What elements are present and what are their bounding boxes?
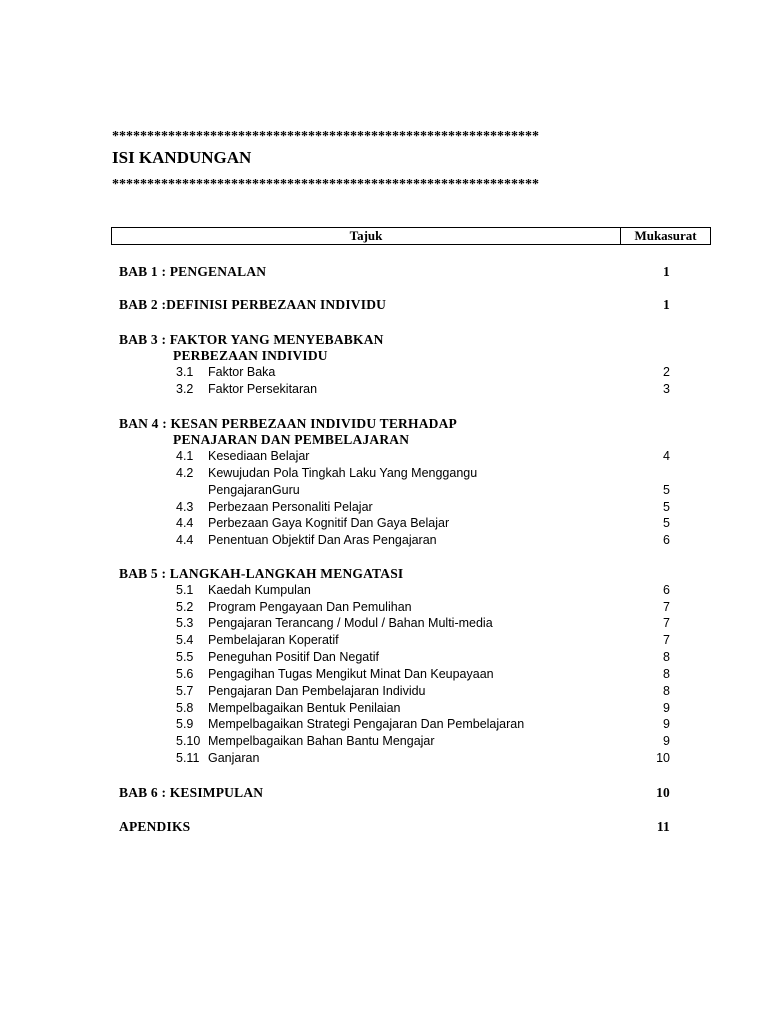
toc-subentry-page: 9 <box>663 701 670 715</box>
toc-subentry-label: Penentuan Objektif Dan Aras Pengajaran <box>208 533 437 547</box>
toc-subentry-page: 10 <box>656 751 670 765</box>
toc-subentry-label: Mempelbagaikan Bahan Bantu Mengajar <box>208 734 435 748</box>
toc-subentry-label: Faktor Baka <box>208 365 276 379</box>
toc-entry-label: BAB 2 :DEFINISI PERBEZAAN INDIVIDU <box>119 297 387 312</box>
toc-subentry-number: 5.10 <box>176 734 201 748</box>
toc-entry-page: 10 <box>656 785 670 800</box>
toc-subentry-number: 5.3 <box>176 616 194 630</box>
toc-subentry-label: Mempelbagaikan Bentuk Penilaian <box>208 701 401 715</box>
toc-header-table <box>111 227 711 245</box>
toc-subentry-page: 2 <box>663 365 670 379</box>
toc-subentry-label: Perbezaan Gaya Kognitif Dan Gaya Belajar <box>208 516 450 530</box>
toc-subentry-number: 4.3 <box>176 500 194 514</box>
toc-subentry-label: Kaedah Kumpulan <box>208 583 311 597</box>
toc-subentry-label-cont: PengajaranGuru <box>208 483 300 497</box>
toc-entry-label: BAB 5 : LANGKAH-LANGKAH MENGATASI <box>119 566 404 581</box>
toc-subentry-number: 5.4 <box>176 633 194 647</box>
toc-subentry-label: Pengagihan Tugas Mengikut Minat Dan Keupayaan <box>208 667 494 681</box>
toc-entry-page: 1 <box>663 297 670 312</box>
toc-header-title: Tajuk <box>112 228 621 244</box>
toc-subentry-label: Kewujudan Pola Tingkah Laku Yang Menggangu <box>208 466 478 480</box>
toc-subentry-label: Kesediaan Belajar <box>208 449 310 463</box>
toc-subentry-page: 7 <box>663 633 670 647</box>
toc-subentry-number: 5.6 <box>176 667 194 681</box>
toc-subentry-number: 5.2 <box>176 600 194 614</box>
toc-entry-label-cont: PERBEZAAN INDIVIDU <box>173 348 328 363</box>
toc-entry-page: 11 <box>656 819 670 834</box>
page-title: ISI KANDUNGAN <box>112 148 252 167</box>
star-divider-top: ************************************************************* <box>112 130 539 144</box>
toc-subentry-number: 4.4 <box>176 533 194 547</box>
toc-subentry-label: Peneguhan Positif Dan Negatif <box>208 650 379 664</box>
toc-subentry-number: 3.1 <box>176 365 194 379</box>
toc-subentry-page: 8 <box>663 684 670 698</box>
toc-subentry-page: 5 <box>663 483 670 497</box>
toc-subentry-page: 6 <box>663 533 670 547</box>
toc-subentry-label: Pembelajaran Koperatif <box>208 633 339 647</box>
toc-subentry-label: Mempelbagaikan Strategi Pengajaran Dan Pembelajaran <box>208 717 525 731</box>
toc-subentry-page: 9 <box>663 717 670 731</box>
toc-entry-label: APENDIKS <box>119 819 191 834</box>
toc-subentry-number: 4.2 <box>176 466 194 480</box>
toc-entry-label: BAN 4 : KESAN PERBEZAAN INDIVIDU TERHADAP <box>119 416 457 431</box>
toc-subentry-number: 5.7 <box>176 684 194 698</box>
toc-subentry-page: 8 <box>663 667 670 681</box>
toc-subentry-page: 7 <box>663 616 670 630</box>
toc-subentry-page: 8 <box>663 650 670 664</box>
toc-entry-label: BAB 6 : KESIMPULAN <box>119 785 264 800</box>
toc-subentry-number: 5.5 <box>176 650 194 664</box>
toc-subentry-number: 4.4 <box>176 516 194 530</box>
toc-subentry-page: 9 <box>663 734 670 748</box>
toc-subentry-label: Pengajaran Dan Pembelajaran Individu <box>208 684 426 698</box>
toc-subentry-page: 4 <box>663 449 670 463</box>
toc-header-page: Mukasurat <box>634 228 697 243</box>
toc-subentry-number: 5.1 <box>176 583 194 597</box>
toc-entry-label-cont: PENAJARAN DAN PEMBELAJARAN <box>173 432 410 447</box>
toc-subentry-label: Faktor Persekitaran <box>208 382 318 396</box>
toc-subentry-label: Perbezaan Personaliti Pelajar <box>208 500 373 514</box>
toc-subentry-label: Ganjaran <box>208 751 260 765</box>
toc-subentry-number: 5.9 <box>176 717 194 731</box>
toc-subentry-label: Pengajaran Terancang / Modul / Bahan Multi-media <box>208 616 493 630</box>
toc-subentry-number: 5.8 <box>176 701 194 715</box>
toc-subentry-page: 7 <box>663 600 670 614</box>
toc-subentry-page: 3 <box>663 382 670 396</box>
toc-entry-label: BAB 1 : PENGENALAN <box>119 264 267 279</box>
toc-subentry-number: 4.1 <box>176 449 194 463</box>
toc-subentry-number: 5.11 <box>176 751 200 765</box>
toc-entry-label: BAB 3 : FAKTOR YANG MENYEBABKAN <box>119 332 384 347</box>
toc-subentry-number: 3.2 <box>176 382 194 396</box>
toc-subentry-page: 5 <box>663 500 670 514</box>
toc-subentry-label: Program Pengayaan Dan Pemulihan <box>208 600 412 614</box>
toc-entry-page: 1 <box>663 264 670 279</box>
toc-subentry-page: 5 <box>663 516 670 530</box>
toc-subentry-page: 6 <box>663 583 670 597</box>
star-divider-bottom: ************************************************************* <box>112 178 539 192</box>
